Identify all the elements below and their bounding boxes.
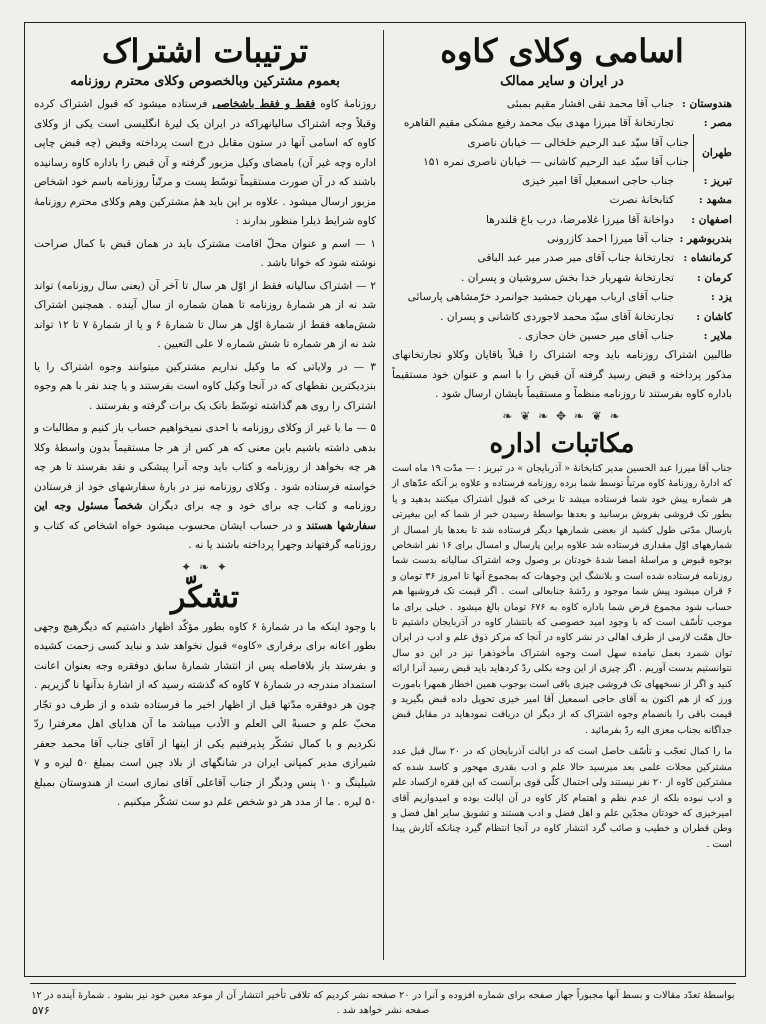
agent-entry-tehran xyxy=(388,134,736,172)
agent-city: کاشان : xyxy=(696,310,732,323)
agent-city: هندوستان : xyxy=(681,98,732,110)
agent-city: یزد : xyxy=(710,291,732,304)
subscription-rule-2: ۲ — اشتراک سالیانه فقط از اوّل هر سال تا آخر آن (یعنی سال روزنامه) تواند شد نه از هر شمارهٔ روزنامه تا همان شماره از سال آینده . همچنین اشتراک شش‌ماهه فقط از شمارهٔ اوّل هر سال تا شمارهٔ ۶ و یا از شمارهٔ ۷ تا ۱۲ تواند شد نه از هر شماره تا شش شماره لا علی التعیین . xyxy=(34,279,377,350)
right-column xyxy=(388,30,736,960)
agent-name: جناب آقا محمد تقی افشار مقیم بمبئی xyxy=(506,98,674,110)
agent-entry xyxy=(392,269,732,288)
rule-5-emphasis: شخصاً مسئول وجه این سفارشها هستند xyxy=(34,500,376,532)
agent-entry xyxy=(392,95,732,114)
agent-entry xyxy=(392,114,732,133)
agent-name: کتابخانهٔ نصرت xyxy=(609,194,674,207)
agent-entry xyxy=(392,288,732,307)
correspondence-paragraph-2: ما را کمال تعجّب و تأسّف حاصل است که در ایالت آذربایجان که در ۲۰ سال قبل عدد مشترکین مجلات علمی بعد میرسید حالا علم و ادب بقدری مهجور و کاسد شده که مشترکین کاوه از ۲۰ نفر نیستند ولی احتمال کلّی قوی برآنست که این فقره ازکساد علم و ادب نبوده بلکه از عدم نظم و اهتمام کار کاوه در آن ایالت بوده و امیدواریم آقای امیرخیزی که خودتان مجدّین علم و اهل فضل و ادب هستند و تشویق سایر اهل فضل و وطن قطران و خطیب و صائب گرد انتشار کاوه در آنجا انتظام گیرد چنانکه آثارش پیدا است . xyxy=(392,746,732,850)
footer-note: بواسطهٔ تعدّد مقالات و بسط آنها مجبوراً جهاز صفحه برای شماره افزوده و آنرا در ۲۰ صفحه نشر کردیم که تلافی تأخیر انتشار آن از موعد معین خود نیز بشود . شمارهٔ آینده در ۱۲ صفحه نشر خواهد شد . xyxy=(30,983,736,1018)
agent-name: جناب آقا سیّد عبد الرحیم خلخالی — خیابان ناصری xyxy=(467,136,689,149)
agents-list-b xyxy=(388,172,736,347)
agent-entry xyxy=(392,211,732,230)
agents-list-a xyxy=(388,95,736,134)
ornament-divider: ❧ ❦ ❧ ✥ ❧ ❦ ❧ xyxy=(502,408,622,423)
agent-city: مشهد : xyxy=(698,194,732,207)
agent-entry xyxy=(392,308,732,327)
agent-name: جناب آقا میرزا احمد کازرونی xyxy=(546,233,674,246)
correspondence-paragraph-1: جناب آقا میرزا عبد الحسین مدیر کتابخانهٔ « آذربایجان » در تبریز : — مدّت ۱۹ ماه است که ادارهٔ روزنامهٔ کاوه مرتباً توسط شما برده روزنامه فرستاده و علاوه بر آنکه عدّهای از هر شماره پیش خود شما فرستاده میشد تا برخی که قبول اشتراک میکنند بدهید و یا بطور تک فروشی بفروش برسانید و بعدها بواسطهٔ رسیدن خبر از شما که این بیغیرتی بارسال مدّتی طول کشید از بعضی شمارهها دیگر فرستاده شد تا بعدها باز امسال از شمارههای اوّل مقداری فرستاده شد علاوه براین پارسال و امسال برای ۱۶ نفر اشخاص بوجوه قبوض و مراسلهٔ امضا شدهٔ خودتان بر وصول وجه اشتراک سالیانه بدست شما روزنامه فرستاده شده است و بلانشگ این وجوهات که بمجموع آنها تا امروز ۳۶ تومان و ۶ قران میشود پیش شما موجود و ردّشهٔ جنابعالی است . اگر قیمت تک فروشیها هم حساب شود مجموع قرض شما باداره کاوه به ۶۷۶ تومان بالغ میشود . خیلی برای ما موجب تأسّف است که با وجود امید خصوصی که بانتشار کاوه در آذربایجان داشتیم تا حال همّت لازمی از طرف اهالی در نشر کاوه در آنجا که مرکز ذوق علم و ادب در ایران توان شمرد بعمل نیامده سهل است وجوه اشتراک مأخوذهرا نیز در این دو سال نتوانستیم بدست آوریم . اگر چیزی از این وجه بکلی ردّ کردهاید باید قبض رسید آنرا ارائه کنید و اگر از نسخههای تک فروشی چیزی باقی است بوجوب همین اخطار همهرا بامورت ورز که از هم اکنون به آقای حاجی اسمعیل آقا امیر خیزی تحویل داده قبض بگیرید و قیمت باقی را بانضمام وجوه اشتراک که از دیگر ان دریافت نمودهاید در مقابل قبض جداگانه بجناب معزی الیه ردّ بفرمائید . xyxy=(392,462,733,736)
subscription-rule-3: ۳ — در ولایاتی که ما وکیل نداریم مشترکین میتوانند وجوه اشتراک را یا بنزدیکترین نقطهای که در آنجا وکیل کاوه است بفرستند و یا چند نفر با هم وجوه اشتراک را روی هم گذاشته توسّط بانک یک برات گرفته و بفرستند . xyxy=(34,360,376,412)
agent-city: اصفهان : xyxy=(691,213,732,226)
left-column xyxy=(30,30,380,960)
agent-name: جناب آقای ارباب مهربان جمشید جوانمرد خرّمشاهی پارسائی xyxy=(407,291,674,304)
agent-name: جناب آقا سیّد عبد الرحیم کاشانی — خیابان ناصری نمره ۱۵۱ xyxy=(423,155,689,168)
thanks-paragraph: با وجود اینکه ما در شمارهٔ ۶ کاوه بطور مؤکّد اظهار داشتیم که دیگرهیچ وجهی بطور اعانه برای برقراری «کاوه» قبول نخواهد شد و نباید کسی زحمت کشیده و بفرستد باز بلافاصله پس از انتشار شمارهٔ سابق دوفقره وجه بعنوان اعانت استمداد مندرجه در شمارهٔ ۷ کاوه که گذشته رسید که از اشارهٔ بدآنها نا گزیریم . چون هر دوفقره مدّتها قبل از اظهار اخیر ما فرستاده شده و از طرف دو تجّار محبّ علم و حسبةً الی العلم و الأدب میباشد ما آن هدایای اهل معرفترا ردّ نکردیم و با کمال تشکّر پذیرفتیم یکی از اینها از آقای جناب آقا محمد جعفر شیرازی مدیر کمپانی ایران در شانگهای از بلاد چین است بمبلغ ۵۰ لیره و ۷ شیلینگ و ۱۰ پنس ودیگر از جناب آقاعلی آقای نمازی است از هندوستان بمبلغ ۵۰ لیره . ما از مدد هر دو شخص علم دو ست تشکّر میکنیم . xyxy=(34,620,376,808)
agent-name: تجارتخانهٔ آقای سیّد محمد لاجوردی کاشانی و پسران . xyxy=(440,310,674,323)
agent-city: بندربوشهر : xyxy=(679,233,732,246)
rule-5-tail: و در حساب ایشان محسوب میشود خواه اشخاص که کتاب و روزنامه گرفتهاند وجهرا پرداخته باشند یا نه . xyxy=(34,519,376,551)
agent-city: کرمان : xyxy=(696,271,732,284)
thanks-title: تشکّر xyxy=(170,579,240,615)
intro-part-a: روزنامهٔ کاوه xyxy=(320,98,376,110)
agent-entry xyxy=(392,249,732,268)
correspondence-title: مکاتبات اداره xyxy=(489,428,635,459)
subscription-intro xyxy=(30,95,380,232)
agent-city: مصر : xyxy=(703,117,732,130)
rule-5-text: ۵ — ما با غیر از وکلای روزنامه با احدی نمیخواهیم حساب باز کنیم و مطالبات و بدهی داشته باشیم باین معنی که هر کس از هر جا مستقیماً بدون واسطهٔ وکلا هر چه بخواهد از روزنامه و کتاب باید وجه آنرا پیشکی و نقد بفرستد تا هر چه خواسته فرستاده شود . وکلای روزنامه نیز در بارهٔ سفارشهای خود از فرستادن روزنامه و کتاب چه برای خود و چه برای دیگران xyxy=(34,422,376,512)
agent-name: جناب حاجی اسمعیل آقا امیر خیزی xyxy=(522,174,674,187)
tehran-agents-bracket xyxy=(423,134,694,172)
agent-name: دواخانهٔ آقا میرزا غلامرضا، درب باغ قلندرها xyxy=(486,213,674,226)
subscription-rule-1: ۱ — اسم و عنوان محلّ اقامت مشترک باید در همان قبض با کمال صراحت نوشته شود که خوانا باشد . xyxy=(34,237,376,269)
agent-entry xyxy=(392,191,732,210)
intro-emphasis: فقط و فقط باشخاصی xyxy=(212,98,316,110)
intro-part-c: فرستاده میشود که قبول اشتراک کرده وقبلاً وجه اشتراک سالیانهراکه در ایران یک لیرهٔ انگلیسی است یکی از وکلای کاوه که اسامی آنها در ستون مقابل درج است پرداخته وقبض (چه قبض چاپی اداره وچه غیر آن) بامضای وکیل مزبور گرفته و آن قبض را باداره کاوه رسانیده باشند که در آن صورت مستقیماً توسّط پست و مرتّباً روزنامه باسم خود اشخاص مزبور ارسال میشود . علاوه بر این باید همٔ مشترکین وهم وکلای محترم روزنامهٔ کاوه شرایط ذیلرا منظور بدارند : xyxy=(34,98,376,227)
agents-title: اسامی وکلای کاوه xyxy=(440,32,684,70)
agent-entry xyxy=(392,172,732,191)
agent-city: ملایر : xyxy=(703,330,732,343)
subscription-title: ترتیبات اشتراک xyxy=(101,32,309,70)
agent-entry xyxy=(392,327,732,346)
agent-name: تجارتخانهٔ آقا میرزا مهدی بیک محمد رفیع مشکی مقیم القاهره xyxy=(403,117,674,130)
agent-city: کرمانشاه : xyxy=(683,252,732,265)
agent-entry xyxy=(392,230,732,249)
subscription-rule-5 xyxy=(30,419,380,556)
column-divider xyxy=(383,30,384,960)
agents-closing-paragraph: طالبین اشتراک روزنامه باید وجه اشتراک را قبلاً باقایان وکلاو تجارتخانهای مذکور پرداخته و قبض رسید گرفته آن قبض را با اسم و عنوان خود مستقیماً باداره کاوه بفرستند تا روزنامه منظماً و مستقیماً بایشان ارسال شود . xyxy=(392,349,732,401)
agent-city: طهران xyxy=(702,146,732,159)
agent-name: جناب آقای میر حسین خان حجازی . xyxy=(518,330,674,343)
page-number: ۵۷۶ xyxy=(32,1004,50,1017)
ornament-divider: ✦ ❧ ✦ xyxy=(181,559,229,574)
agent-name: تجارتخانهٔ جناب آقای میر صدر میر عبد الباقی xyxy=(477,252,674,265)
subscription-subtitle: بعموم مشترکین وبالخصوص وکلای محترم روزنامه xyxy=(70,74,340,89)
agent-city: تبریز : xyxy=(703,174,732,187)
agent-name: تجارتخانهٔ شهریار خدا بخش سروشیان و پسران . xyxy=(461,271,674,284)
agents-subtitle: در ایران و سایر ممالک xyxy=(500,74,624,89)
